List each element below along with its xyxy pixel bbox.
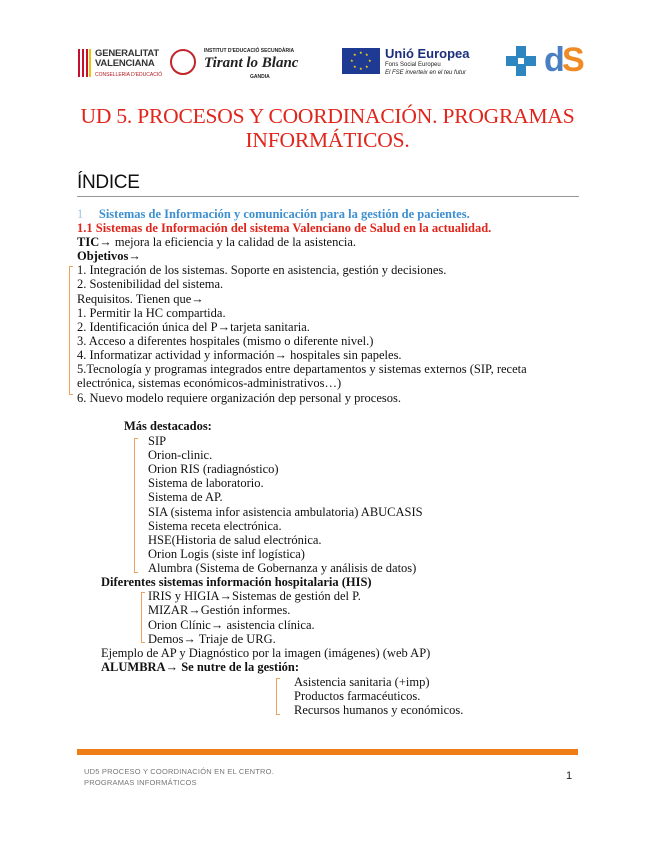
his-heading: Diferentes sistemas información hospitalaria (HIS)	[101, 575, 372, 589]
heading-1	[77, 207, 470, 221]
health-cross-icon	[506, 44, 536, 78]
document-title	[40, 104, 615, 152]
tirant-institute-label: INSTITUT D'EDUCACIÓ SECUNDÀRIA	[204, 48, 295, 54]
alumbra-bracket	[276, 678, 277, 714]
footer-line2: PROGRAMAS INFORMÁTICOS	[84, 778, 197, 787]
requisito-6: 6. Nuevo modelo requiere organización dep personal y procesos.	[77, 391, 401, 405]
generalitat-logo	[77, 46, 163, 86]
heading-1-text: Sistemas de Información y comunicación para la gestión de pacientes.	[98, 207, 470, 221]
bracket-tick	[141, 592, 145, 593]
objetivo-1: 1. Integración de los sistemas. Soporte en asistencia, gestión y decisiones.	[77, 263, 447, 277]
destacado-item: Sistema de AP.	[148, 490, 223, 505]
destacado-item: Alumbra (Sistema de Gobernanza y análisis de datos)	[148, 560, 417, 575]
requisito-5b: electrónica, sistemas económicos-administrativos…)	[77, 376, 342, 390]
destacados-bracket	[134, 438, 135, 572]
alumbra-item: Productos farmacéuticos.	[294, 689, 421, 704]
ds-logo-s: S	[562, 41, 585, 79]
conselleria-label: CONSELLERIA D'EDUCACIÓ	[95, 72, 163, 78]
destacado-item: SIA (sistema infor asistencia ambulatoria) ABUCASIS	[148, 504, 423, 519]
bracket-tick	[69, 394, 73, 395]
destacado-item: HSE(Historia de salud electrónica.	[148, 532, 322, 547]
requisito-1: 1. Permitir la HC compartida.	[77, 306, 226, 320]
generalitat-line1: GENERALITAT	[95, 48, 159, 59]
destacado-item: Orion-clinic.	[148, 448, 213, 463]
alumbra-heading: ALUMBRA→ Se nutre de la gestión:	[101, 660, 300, 674]
tic-label: TIC	[77, 235, 100, 249]
his-item: IRIS y HIGIA→Sistemas de gestión del P.	[148, 589, 361, 603]
footer-bar	[77, 749, 578, 755]
union-europea-logo	[342, 46, 492, 86]
eu-flag-icon: ★ ★ ★ ★ ★ ★ ★ ★	[342, 48, 380, 74]
alumbra-item: Asistencia sanitaria (+imp)	[294, 675, 430, 689]
objetivo-2: 2. Sostenibilidad del sistema.	[77, 277, 224, 291]
eu-motto: El FSE inverteix en el teu futur	[385, 70, 467, 76]
generalitat-line2: VALENCIANA	[95, 58, 155, 69]
ds-logo	[544, 42, 590, 82]
page-number: 1	[566, 770, 573, 782]
bracket-tick	[69, 266, 73, 267]
heading-1-1-number: 1.1	[77, 221, 93, 235]
eu-fund: Fons Social Europeu	[385, 62, 441, 68]
his-item: Orion Clínic→ asistencia clínica.	[148, 617, 315, 632]
tic-line	[77, 235, 356, 249]
title-line2: INFORMÁTICOS.	[245, 128, 410, 152]
eu-title: Unió Europea	[385, 46, 470, 61]
heading-1-1	[77, 221, 491, 235]
bracket-tick	[276, 714, 280, 715]
his-bracket	[141, 592, 142, 642]
bracket-tick	[134, 438, 138, 439]
tirant-emblem-icon	[170, 49, 196, 75]
ap-example: Ejemplo de AP y Diagnóstico por la imagen (imágenes) (web AP)	[101, 646, 431, 660]
requisito-5a: 5.Tecnología y programas integrados entre departamentos y sistemas externos (SIP, receta	[77, 362, 527, 376]
index-heading: ÍNDICE	[77, 172, 140, 193]
his-item: MIZAR→Gestión informes.	[148, 603, 291, 618]
tirant-lo-blanc-logo	[170, 46, 330, 86]
destacado-item: Sistema de laboratorio.	[148, 476, 264, 491]
requisito-3: 3. Acceso a diferentes hospitales (mismo o diferente nivel.)	[77, 334, 374, 348]
destacado-item: Orion Logis (siste inf logística)	[148, 546, 305, 561]
title-line1: UD 5. PROCESOS Y COORDINACIÓN. PROGRAMAS	[80, 104, 575, 128]
heading-1-1-text: Sistemas de Información del sistema Valenciano de Salud en la actualidad.	[95, 221, 492, 235]
header-logos	[0, 40, 655, 90]
footer-line1: UD5 PROCESO Y COORDINACIÓN EN EL CENTRO.	[84, 767, 274, 776]
requisito-4: 4. Informatizar actividad y información→ hospitales sin papeles.	[77, 348, 402, 362]
tirant-name: Tirant lo Blanc	[204, 55, 299, 71]
requisito-2: 2. Identificación única del P→tarjeta sanitaria.	[77, 320, 310, 334]
destacado-item: Sistema receta electrónica.	[148, 518, 282, 533]
destacado-item: SIP	[148, 434, 167, 448]
destacado-item: Orion RIS (radiagnóstico)	[148, 462, 279, 477]
his-item: Demos→ Triaje de URG.	[148, 631, 276, 646]
heading-1-number: 1	[77, 207, 84, 221]
ds-logo-d: d	[544, 41, 565, 79]
tic-text: → mejora la eficiencia y la calidad de la asistencia.	[99, 235, 357, 249]
generalitat-shield-icon	[77, 48, 91, 78]
bracket-tick	[141, 642, 145, 643]
objetivos-heading: Objetivos→	[77, 249, 141, 263]
bracket-tick	[134, 572, 138, 573]
index-divider	[77, 196, 579, 197]
tirant-city: GANDIA	[250, 74, 270, 80]
objetivos-bracket	[69, 266, 70, 394]
destacados-heading: Más destacados:	[124, 419, 212, 433]
requisitos-heading: Requisitos. Tienen que→	[77, 292, 204, 306]
alumbra-item: Recursos humanos y económicos.	[294, 703, 464, 718]
bracket-tick	[276, 678, 280, 679]
